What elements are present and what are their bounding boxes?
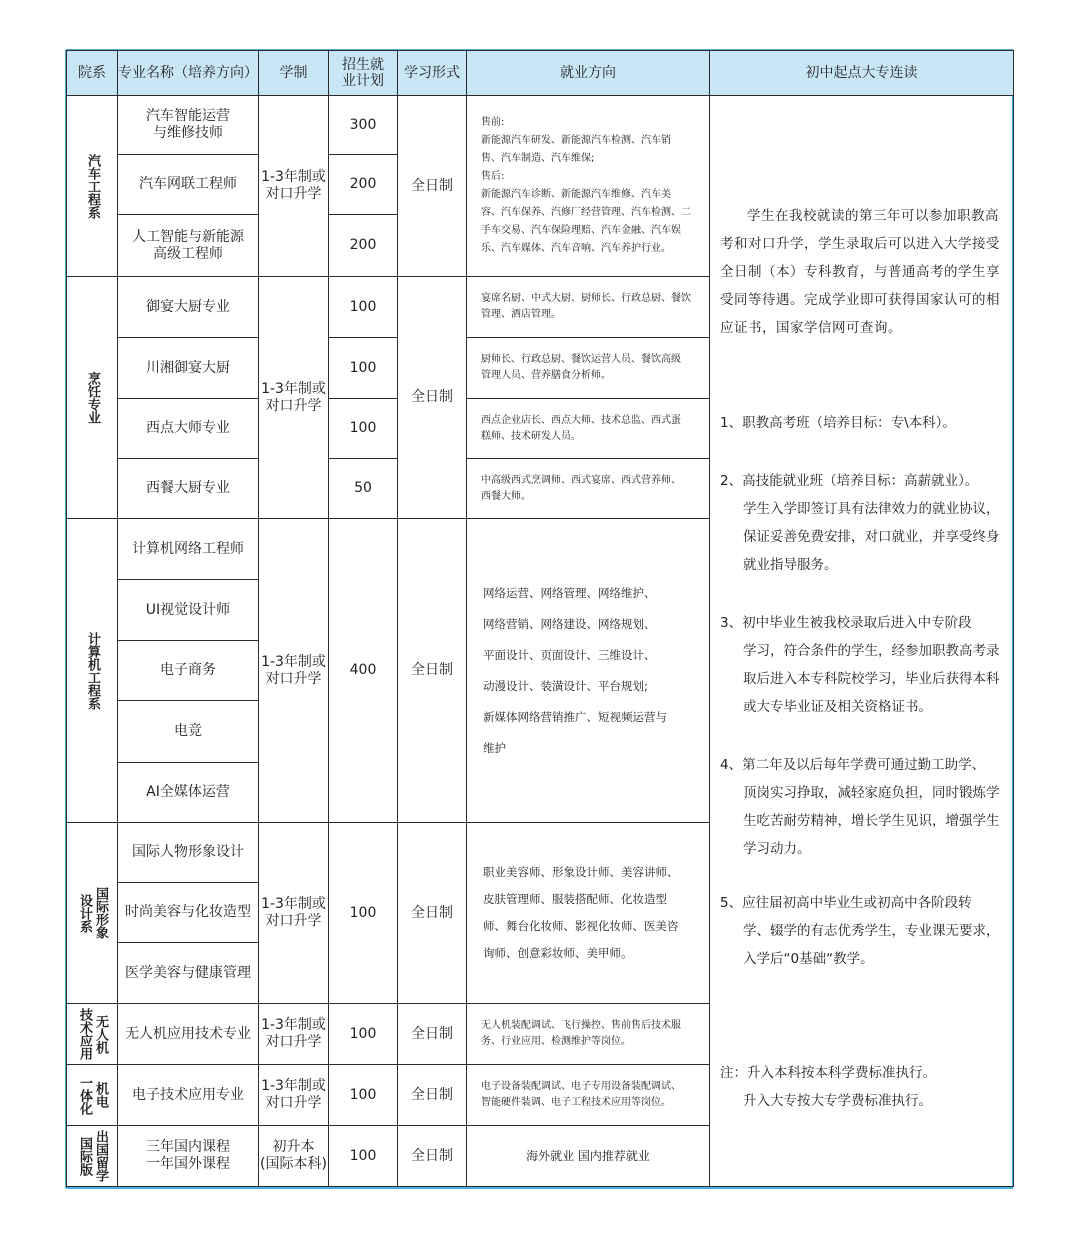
plan-cell: 100: [329, 277, 398, 338]
header-plan-text: 招生就业计划: [342, 57, 384, 89]
employ-cell: 厨师长、行政总厨、餐饮运营人员、餐饮高级 管理人员、营养膳食分析师。: [467, 338, 710, 399]
dept-auto: [67, 96, 118, 277]
table-row: [67, 96, 1014, 155]
plan-cell: 200: [329, 215, 398, 277]
major-cell: 人工智能与新能源 高级工程师: [118, 215, 259, 277]
note-item3-body: 学习，符合条件的学生，经参加职教高考录取后进入本专科院校学习，毕业后获得本科或大专毕业证及相关资格证书。: [743, 643, 1000, 715]
major-cell: 汽车网联工程师: [118, 155, 259, 215]
dept-abroad: [67, 1126, 118, 1187]
dept-cook: [67, 277, 118, 519]
plan-cell: 100: [329, 399, 398, 459]
plan-cell: 100: [329, 338, 398, 399]
note-item1: 1、职教高考班（培养目标：专\本科）。: [720, 415, 956, 431]
header-dept: 院系: [67, 51, 118, 96]
dept-drone-left-label: 无人机: [93, 1014, 108, 1054]
plan-cell: 300: [329, 96, 398, 155]
header-major: 专业名称（培养方向）: [118, 51, 259, 96]
major-cell: 西餐大厨专业: [118, 459, 259, 519]
dept-abroad-left-label: 出国留学: [93, 1130, 108, 1182]
combined-notes: [710, 96, 1014, 1187]
employ-cell: 中高级西式烹调师、西式宴席、西式营养师、 西餐大师。: [467, 459, 710, 519]
employ-cell: 海外就业 国内推荐就业: [467, 1126, 710, 1187]
note-item5-title: 5、应往届初高中毕业生或初高中各阶段转: [720, 895, 972, 911]
header-years: 学制: [259, 51, 329, 96]
major-cell: 川湘御宴大厨: [118, 338, 259, 399]
dept-elec-right-label: 一体化: [77, 1075, 92, 1115]
note-remark2: 升入大专按大专学费标准执行。: [743, 1093, 932, 1109]
major-cell: 无人机应用技术专业: [118, 1004, 259, 1065]
major-cell: UI视觉设计师: [118, 580, 259, 641]
employ-cell: 电子设备装配调试、电子专用设备装配调试、 智能硬件装调、电子工程技术应用等岗位。: [467, 1065, 710, 1126]
plan-cell: 100: [329, 823, 398, 1004]
dept-cook-label: 烹饪专业: [85, 371, 100, 424]
major-cell: 时尚美容与化妆造型: [118, 883, 259, 943]
employ-cell: 售前: 新能源汽车研发、新能源汽车检测、汽车销 售、汽车制造、汽车维保; 售后: 新能源汽车诊断、新能源汽车维修、汽车美 容、汽车保养、汽修厂经营管理、汽车检测、二 手车交易、汽车保险理赔、汽车金融、汽车娱 乐、汽车媒体、汽车音响、汽车养护行业。: [467, 96, 710, 277]
header-row: [67, 51, 1014, 96]
major-cell: 电子技术应用专业: [118, 1065, 259, 1126]
plan-cell: 100: [329, 1065, 398, 1126]
major-cell: 医学美容与健康管理: [118, 943, 259, 1004]
employ-cell: 西点企业店长、西点大师、技术总监、西式蛋 糕师、技术研发人员。: [467, 399, 710, 459]
plan-cell: 200: [329, 155, 398, 215]
years-cell: 初升本 (国际本科): [259, 1126, 329, 1187]
enrollment-table-wrapper: [66, 50, 1013, 1188]
plan-cell: 100: [329, 1126, 398, 1187]
dept-drone-label-group: [67, 1008, 117, 1060]
employ-cell: 网络运营、网络管理、网络维护、 网络营销、网络建设、网络规划、 平面设计、页面设计、三维设计、 动漫设计、装潢设计、平台规划; 新媒体网络营销推广、短视频运营与 维护: [467, 519, 710, 823]
header-plan: [329, 51, 398, 96]
plan-cell: 400: [329, 519, 398, 823]
header-employ: 就业方向: [467, 51, 710, 96]
dept-computer-label: 计算机工程系: [85, 631, 100, 710]
dept-elec: [67, 1065, 118, 1126]
dept-image-label-group: [67, 887, 117, 939]
years-cell: 1-3年制或 对口升学: [259, 1004, 329, 1065]
note-item5-body: 学、辍学的有志优秀学生，专业课无要求，入学后“0基础“教学。: [743, 923, 1000, 967]
note-item2-body: 学生入学即签订具有法律效力的就业协议，保证妥善免费安排，对口就业，并享受终身就业指导服务。: [743, 501, 1000, 573]
dept-elec-label-group: [67, 1076, 117, 1115]
note-remark1: 注：升入本科按本科学费标准执行。: [720, 1065, 936, 1081]
note-item4-body: 顶岗实习挣取，减轻家庭负担，同时锻炼学生吃苦耐劳精神，增长学生见识，增强学生学习动力。: [743, 785, 1000, 857]
dept-drone: [67, 1004, 118, 1065]
employ-cell: 宴席名厨、中式大厨、厨师长、行政总厨、餐饮 管理、酒店管理。: [467, 277, 710, 338]
plan-cell: 100: [329, 1004, 398, 1065]
dept-abroad-label-group: [67, 1130, 117, 1182]
major-cell: 电子商务: [118, 641, 259, 701]
note-item4-title: 4、第二年及以后每年学费可通过勤工助学、: [720, 757, 986, 773]
dept-image: [67, 823, 118, 1004]
note-item3-title: 3、初中毕业生被我校录取后进入中专阶段: [720, 615, 972, 631]
major-cell: 御宴大厨专业: [118, 277, 259, 338]
dept-image-top-label: 国际形象: [93, 887, 108, 939]
years-cell: 1-3年制或 对口升学: [259, 519, 329, 823]
dept-auto-label: 汽车工程系: [85, 153, 100, 219]
major-cell: 三年国内课程 一年国外课程: [118, 1126, 259, 1187]
dept-drone-right-label: 技术应用: [77, 1008, 92, 1060]
years-cell: 1-3年制或 对口升学: [259, 277, 329, 519]
form-cell: 全日制: [398, 823, 467, 1004]
major-cell: 国际人物形象设计: [118, 823, 259, 883]
form-cell: 全日制: [398, 277, 467, 519]
note-item2-title: 2、高技能就业班（培养目标：高薪就业）。: [720, 473, 979, 489]
dept-abroad-right-label: 国际版: [77, 1136, 92, 1176]
form-cell: 全日制: [398, 1004, 467, 1065]
major-cell: AI全媒体运营: [118, 763, 259, 823]
dept-elec-left-label: 机电: [93, 1082, 108, 1108]
employ-cell: 无人机装配调试、飞行操控、售前售后技术服 务、行业应用、检测维护等岗位。: [467, 1004, 710, 1065]
years-cell: 1-3年制或 对口升学: [259, 1065, 329, 1126]
note-intro: 学生在我校就读的第三年可以参加职教高考和对口升学，学生录取后可以进入大学接受全日制（本）专科教育，与普通高考的学生享受同等待遇。完成学业即可获得国家认可的相应证书，国家学信网可查询。: [720, 208, 1000, 336]
enrollment-table: [66, 50, 1014, 1187]
plan-cell: 50: [329, 459, 398, 519]
major-cell: 西点大师专业: [118, 399, 259, 459]
major-cell: 计算机网络工程师: [118, 519, 259, 580]
header-form: 学习形式: [398, 51, 467, 96]
form-cell: 全日制: [398, 96, 467, 277]
employ-cell: 职业美容师、形象设计师、美容讲师、 皮肤管理师、服装搭配师、化妆造型 师、舞台化妆师、影视化妆师、医美咨 询师、创意彩妆师、美甲师。: [467, 823, 710, 1004]
form-cell: 全日制: [398, 519, 467, 823]
major-cell: 电竞: [118, 701, 259, 763]
dept-image-side-label: 设计系: [77, 893, 92, 933]
dept-computer: [67, 519, 118, 823]
form-cell: 全日制: [398, 1126, 467, 1187]
form-cell: 全日制: [398, 1065, 467, 1126]
years-cell: 1-3年制或 对口升学: [259, 96, 329, 277]
years-cell: 1-3年制或 对口升学: [259, 823, 329, 1004]
major-cell: 汽车智能运营 与维修技师: [118, 96, 259, 155]
header-combined: 初中起点大专连读: [710, 51, 1014, 96]
